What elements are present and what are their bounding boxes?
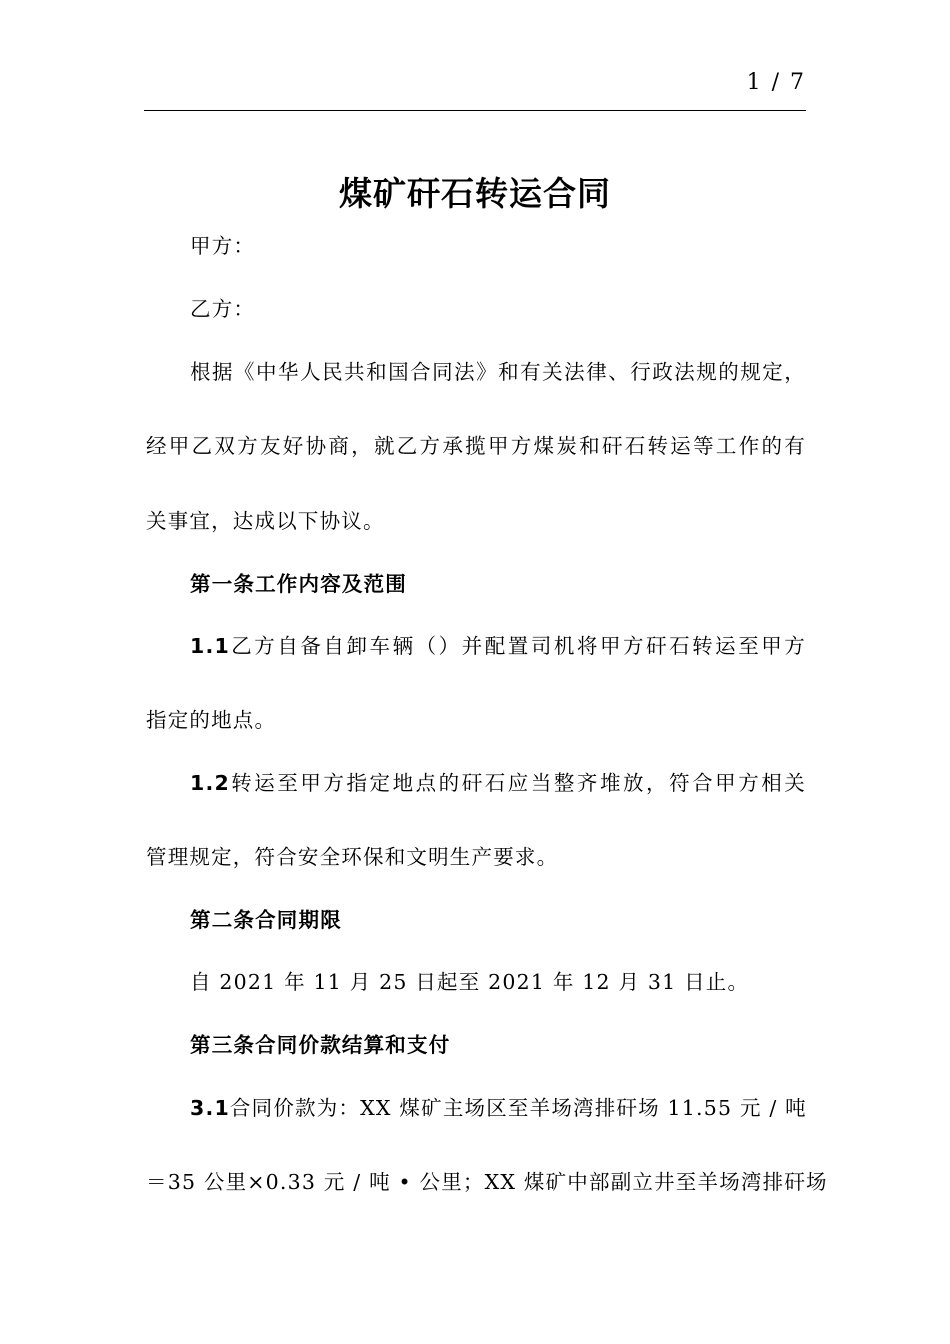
item-number: 1.1: [190, 634, 230, 658]
article-2-text: 自 2021 年 11 月 25 日起至 2021 年 12 月 31 日止。: [190, 970, 750, 994]
party-b-label: 乙方：: [190, 297, 256, 321]
item-text: 合同价款为：XX 煤矿主场区至羊场湾排矸场 11.55 元 / 吨: [229, 1096, 807, 1120]
preamble-line-2: 经甲乙双方友好协商，就乙方承揽甲方煤炭和矸石转运等工作的有: [146, 434, 806, 458]
preamble-line-1: 根据《中华人民共和国合同法》和有关法律、行政法规的规定，: [190, 360, 806, 384]
item-number: 1.2: [190, 771, 230, 795]
article-1-item-2-line-2: 管理规定，符合安全环保和文明生产要求。: [146, 845, 559, 869]
header-rule: [144, 110, 806, 111]
article-3-item-1-line-2: ＝35 公里×0.33 元 / 吨 • 公里；XX 煤矿中部副立井至羊场湾排矸场: [146, 1170, 828, 1194]
item-number: 3.1: [190, 1096, 230, 1120]
item-text: 乙方自备自卸车辆（）并配置司机将甲方矸石转运至甲方: [229, 634, 806, 658]
article-1-item-1-line-1: [190, 632, 806, 660]
article-1-heading: 第一条工作内容及范围: [190, 572, 407, 596]
article-2-heading: 第二条合同期限: [190, 908, 342, 932]
page-number: 1 / 7: [746, 70, 806, 95]
article-1-item-1-line-2: 指定的地点。: [146, 708, 277, 732]
article-3-item-1-line-1: [190, 1094, 806, 1122]
article-1-item-2-line-1: [190, 769, 806, 797]
party-a-label: 甲方：: [190, 234, 256, 258]
article-3-heading: 第三条合同价款结算和支付: [190, 1033, 451, 1057]
preamble-line-3: 关事宜，达成以下协议。: [146, 509, 385, 533]
document-title: 煤矿矸石转运合同: [339, 174, 611, 213]
item-text: 转运至甲方指定地点的矸石应当整齐堆放，符合甲方相关: [229, 771, 806, 795]
